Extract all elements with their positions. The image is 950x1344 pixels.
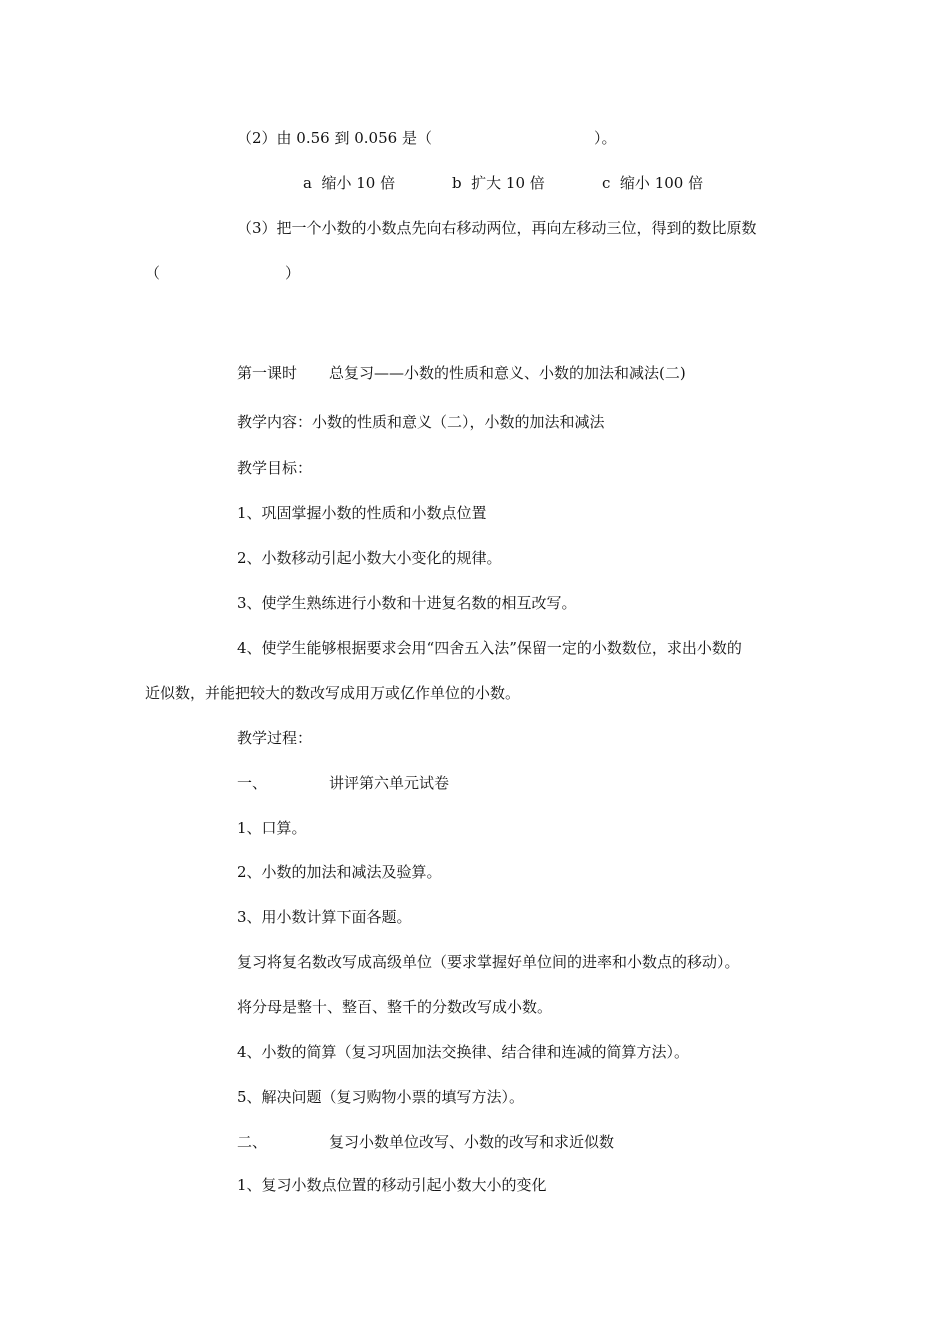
section1-item: 1、口算。 <box>237 819 307 837</box>
q2-option-a: a 缩小 10 倍 <box>303 174 396 192</box>
section1-number: 一、 <box>237 774 268 792</box>
goal-item: 1、巩固掌握小数的性质和小数点位置 <box>237 504 487 522</box>
lesson-title-part2: 总复习——小数的性质和意义、小数的加法和减法(二) <box>329 364 686 382</box>
goals-heading: 教学目标： <box>237 459 313 477</box>
section2-title: 复习小数单位改写、小数的改写和求近似数 <box>329 1133 615 1151</box>
section1-item: 2、小数的加法和减法及验算。 <box>237 863 442 881</box>
lesson-content: 教学内容：小数的性质和意义（二），小数的加法和减法 <box>237 413 605 431</box>
q3-close-paren: ） <box>285 264 301 282</box>
section2-number: 二、 <box>237 1133 268 1151</box>
lesson-title-part1: 第一课时 <box>237 364 298 382</box>
goal-item: 4、使学生能够根据要求会用“四舍五入法”保留一定的小数数位，求出小数的 <box>237 639 742 657</box>
goal-item-continuation: 近似数，并能把较大的数改写成用万或亿作单位的小数。 <box>145 684 521 702</box>
section1-item: 将分母是整十、整百、整千的分数改写成小数。 <box>237 998 553 1016</box>
q2-option-c: c 缩小 100 倍 <box>602 174 704 192</box>
section1-title: 讲评第六单元试卷 <box>329 774 450 792</box>
q2-prefix: （2）由 0.56 到 0.056 是（ <box>237 129 432 147</box>
goal-item: 2、小数移动引起小数大小变化的规律。 <box>237 549 502 567</box>
q3-text: （3）把一个小数的小数点先向右移动两位，再向左移动三位，得到的数比原数 <box>237 219 757 237</box>
section1-item: 3、用小数计算下面各题。 <box>237 908 412 926</box>
q2-option-b: b 扩大 10 倍 <box>452 174 545 192</box>
section2-item: 1、复习小数点位置的移动引起小数大小的变化 <box>237 1176 547 1194</box>
q3-open-paren: （ <box>145 264 161 282</box>
q2-suffix: ）。 <box>594 129 617 147</box>
section1-item: 5、解决问题（复习购物小票的填写方法）。 <box>237 1088 525 1106</box>
goal-item: 3、使学生熟练进行小数和十进复名数的相互改写。 <box>237 594 577 612</box>
section1-item: 复习将复名数改写成高级单位（要求掌握好单位间的进率和小数点的移动）。 <box>237 953 740 971</box>
process-heading: 教学过程： <box>237 729 313 747</box>
section1-item: 4、小数的简算（复习巩固加法交换律、结合律和连减的简算方法）。 <box>237 1043 690 1061</box>
